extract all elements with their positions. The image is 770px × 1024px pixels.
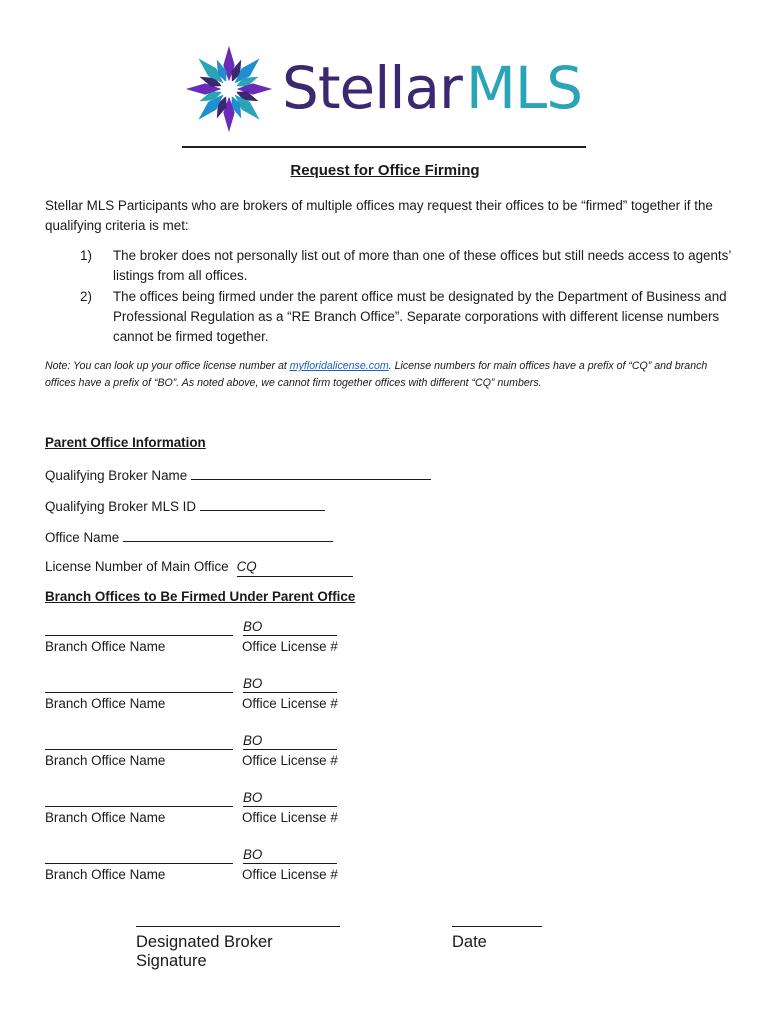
criteria-number: 2) (80, 289, 92, 304)
signature-field[interactable] (136, 926, 340, 927)
broker-mls-label: Qualifying Broker MLS ID (45, 499, 197, 514)
branch-license-field[interactable] (243, 790, 337, 807)
branch-entry (45, 733, 365, 781)
branch-name-field[interactable] (45, 749, 233, 750)
office-name-row (45, 527, 333, 547)
broker-name-label: Qualifying Broker Name (45, 468, 188, 483)
intro-paragraph: Stellar MLS Participants who are brokers of multiple offices may request their offices to be “firmed” together if the qualifying criteria is met: (45, 198, 713, 233)
branch-license-field[interactable] (243, 733, 337, 750)
logo-wordmark (282, 56, 582, 120)
branch-license-label: Office License # (242, 696, 338, 711)
logo-word-mls: MLS (465, 54, 583, 122)
branch-entry (45, 847, 365, 895)
form-title: Request for Office Firming (290, 162, 480, 179)
branch-name-label: Branch Office Name (45, 753, 166, 768)
branch-license-field[interactable] (243, 619, 337, 636)
star-logo-icon (182, 42, 276, 136)
bo-prefix: BO (243, 790, 263, 805)
note-paragraph (45, 358, 735, 392)
branch-name-field[interactable] (45, 863, 233, 864)
criteria-item (45, 246, 735, 286)
stellar-mls-logo (182, 40, 592, 120)
bo-prefix: BO (243, 733, 263, 748)
logo-word-stellar: Stellar (282, 54, 462, 122)
branch-license-label: Office License # (242, 639, 338, 654)
branch-license-field[interactable] (243, 676, 337, 693)
date-label: Date (452, 933, 487, 951)
criteria-list (45, 246, 735, 347)
broker-mls-row (45, 496, 325, 516)
date-block (452, 926, 542, 952)
bo-prefix: BO (243, 676, 263, 691)
main-license-label: License Number of Main Office (45, 559, 229, 574)
note-text-2: . License numbers for main offices have a prefix of “CQ” and branch offices have a prefix of “BO”. As noted above, we cannot firm together offices with different “CQ” numbers. (45, 360, 708, 389)
signature-label: Designated Broker Signature (136, 933, 273, 970)
branch-license-label: Office License # (242, 753, 338, 768)
branch-offices-heading: Branch Offices to Be Firmed Under Parent Office (45, 589, 356, 604)
branch-license-label: Office License # (242, 867, 338, 882)
bo-prefix: BO (243, 847, 263, 862)
branch-name-label: Branch Office Name (45, 867, 166, 882)
branch-name-field[interactable] (45, 692, 233, 693)
branch-license-field[interactable] (243, 847, 337, 864)
branch-entry (45, 790, 365, 838)
criteria-item (45, 287, 735, 347)
office-name-label: Office Name (45, 530, 120, 545)
broker-mls-field[interactable] (200, 496, 325, 511)
office-name-field[interactable] (123, 527, 333, 542)
branch-entry (45, 619, 365, 667)
header-divider (182, 146, 586, 148)
cq-prefix: CQ (236, 559, 257, 574)
criteria-number: 1) (80, 248, 92, 263)
criteria-text: The broker does not personally list out of more than one of these offices but still needs access to agents’ listings from all offices. (113, 248, 731, 283)
date-field[interactable] (452, 926, 542, 927)
main-license-row (45, 558, 353, 577)
branch-name-label: Branch Office Name (45, 810, 166, 825)
broker-name-field[interactable] (191, 465, 431, 480)
branch-entry (45, 676, 365, 724)
criteria-text: The offices being firmed under the parent office must be designated by the Department of Business and Professional Regulation as a “RE Branch Office”. Separate corporations with different license numbers cannot be firmed together. (113, 289, 727, 344)
signature-block (136, 926, 340, 971)
branch-name-field[interactable] (45, 806, 233, 807)
broker-name-row (45, 465, 431, 485)
note-text: Note: You can look up your office license number at (45, 360, 290, 372)
license-lookup-link[interactable]: myfloridalicense.com (289, 360, 389, 372)
branch-name-label: Branch Office Name (45, 696, 166, 711)
bo-prefix: BO (243, 619, 263, 634)
star-center (221, 81, 238, 98)
parent-office-heading: Parent Office Information (45, 435, 206, 450)
branch-license-label: Office License # (242, 810, 338, 825)
branch-name-label: Branch Office Name (45, 639, 166, 654)
main-license-field[interactable] (237, 558, 353, 577)
branch-name-field[interactable] (45, 635, 233, 636)
